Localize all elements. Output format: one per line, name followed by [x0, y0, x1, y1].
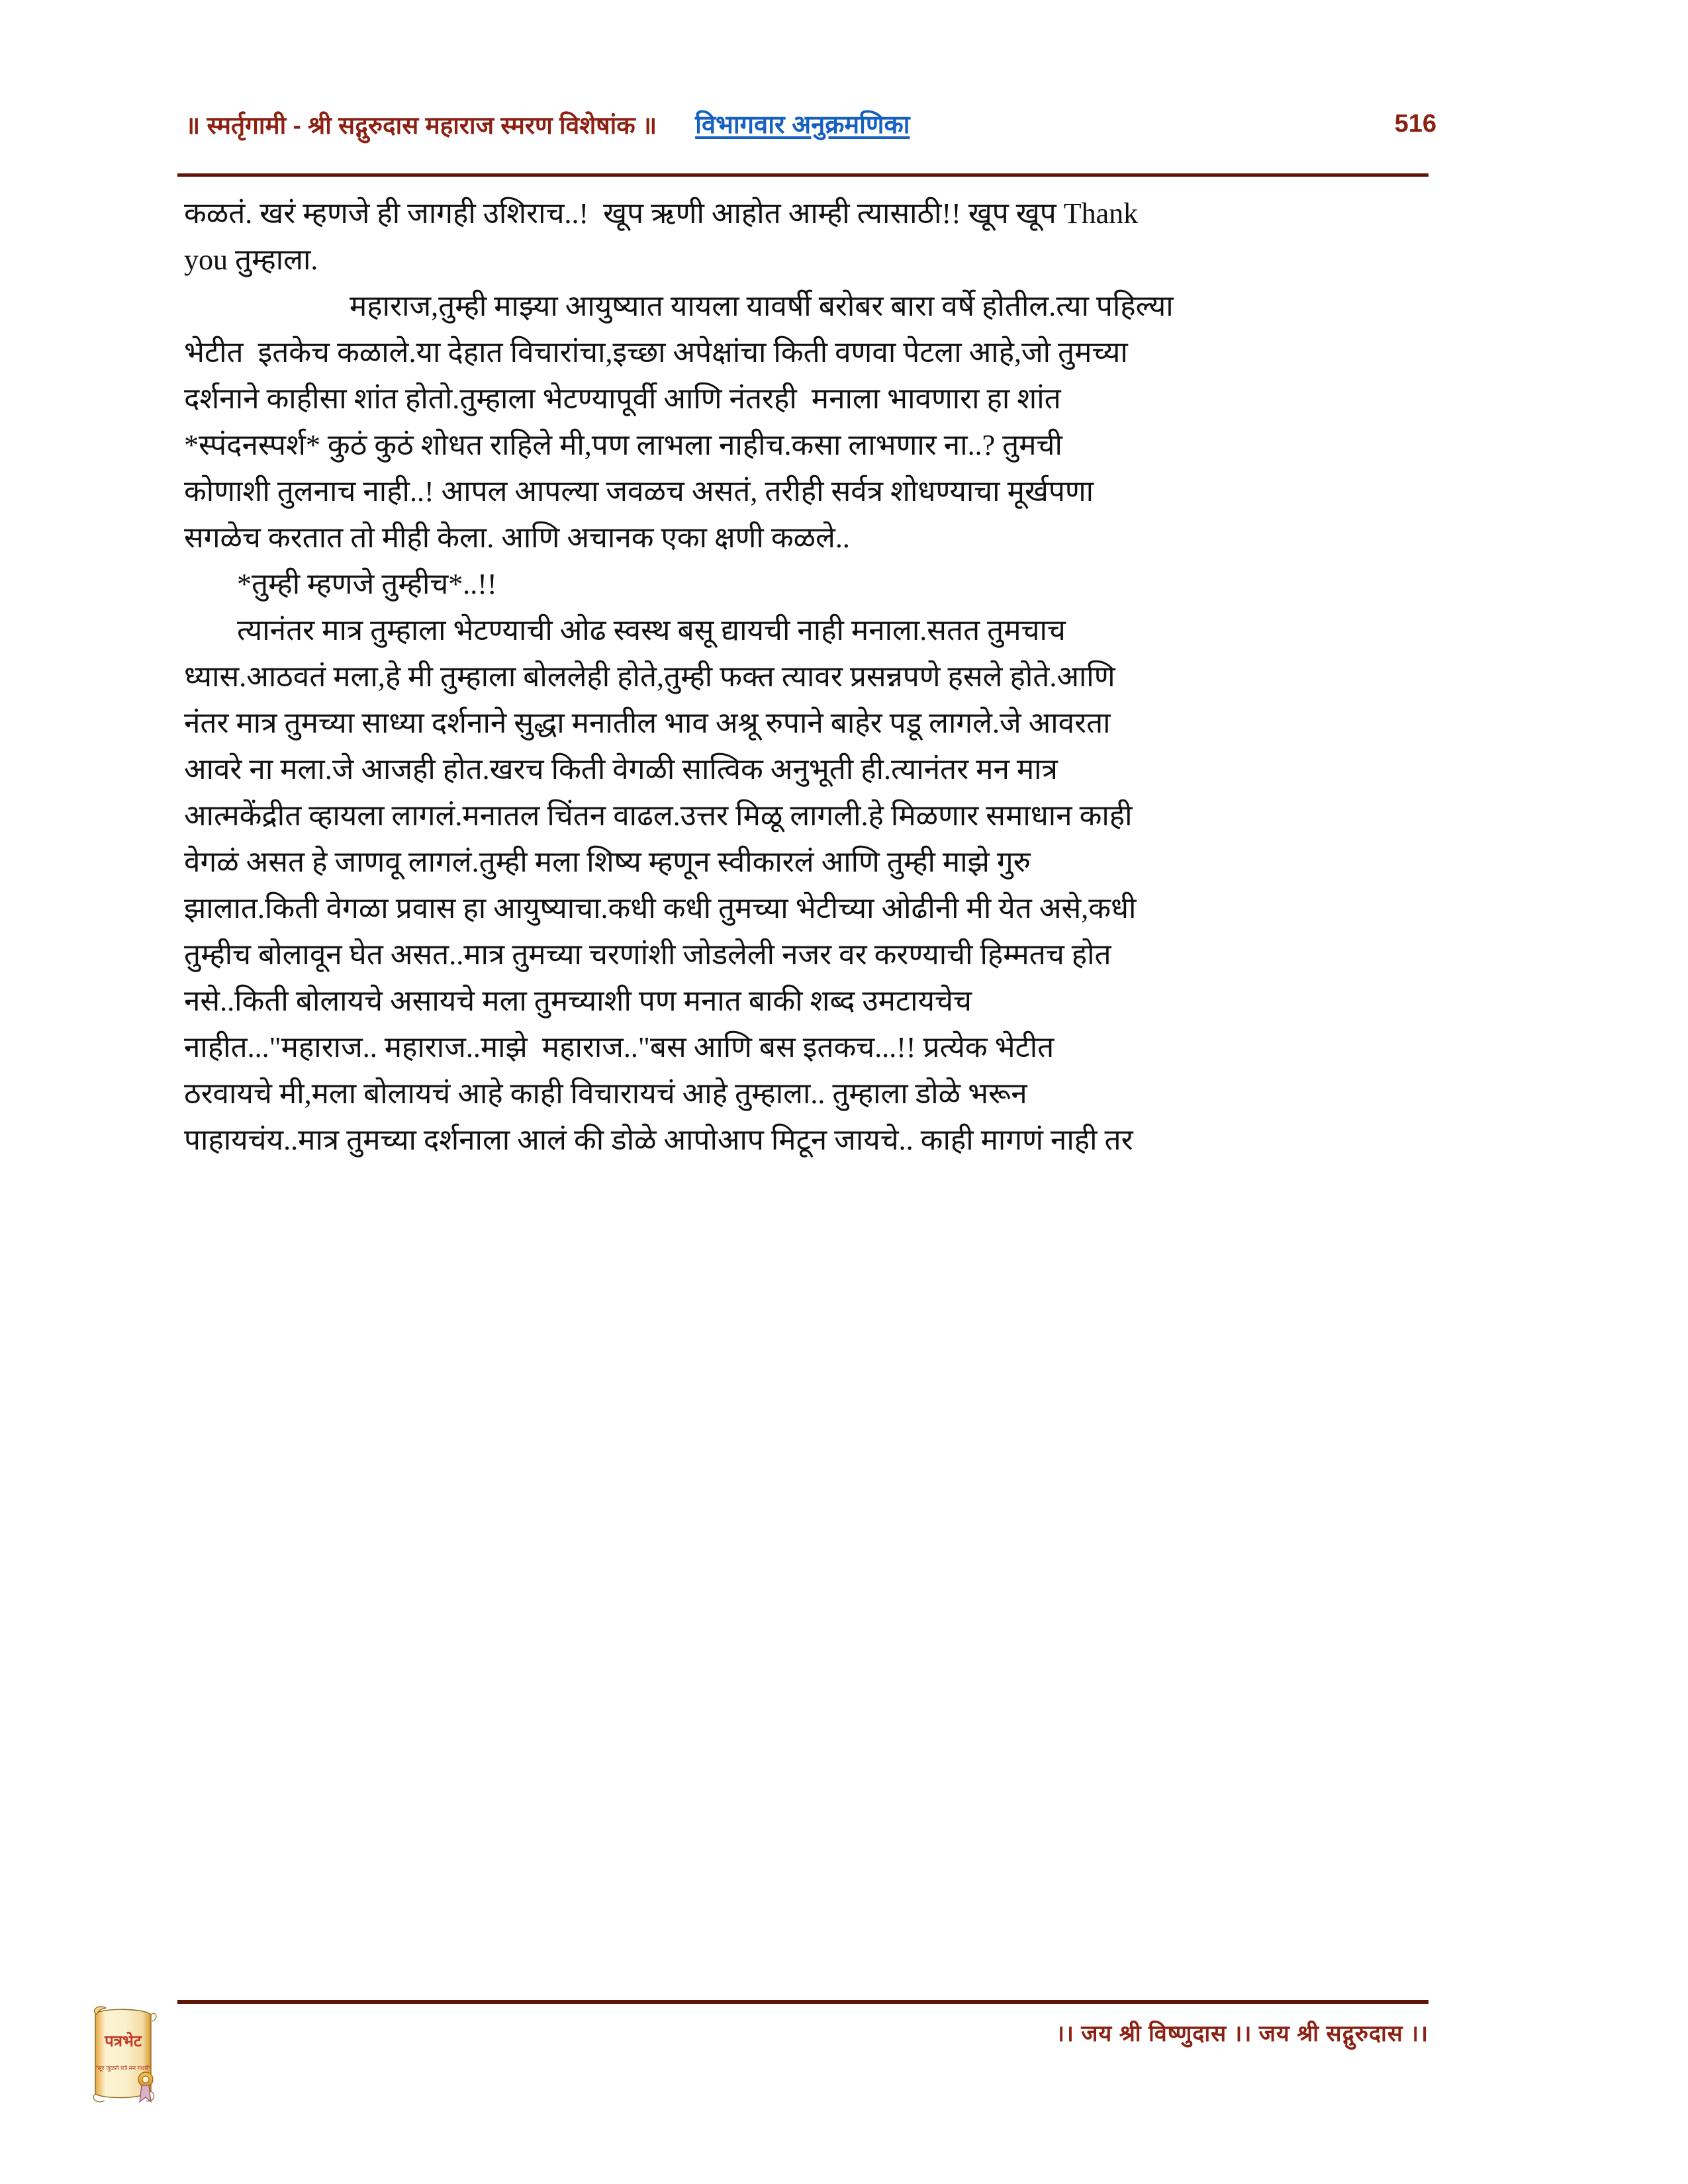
footer-divider: [177, 2000, 1429, 2004]
logo-tagline: "सूर जुळले पत्रे मन गंधारे": [95, 2065, 151, 2071]
body-line: नाहीत..."महाराज.. महाराज..माझे महाराज.."बस आणि बस इतकच...!! प्रत्येक भेटीत: [184, 1031, 1055, 1064]
body-line: दर्शनाने काहीसा शांत होतो.तुम्हाला भेटण्यापूर्वी आणि नंतरही मनाला भावणारा हा शांत: [184, 383, 1061, 415]
body-line: आवरे ना मला.जे आजही होत.खरच किती वेगळी सात्विक अनुभूती ही.त्यानंतर मन मात्र: [184, 753, 1058, 786]
body-line: आत्मकेंद्रीत व्हायला लागलं.मनातल चिंतन वाढल.उत्तर मिळू लागली.हे मिळणार समाधान काही: [184, 799, 1133, 832]
footer-blessing: ।। जय श्री विष्णुदास ।। जय श्री सद्गुरुदास ।।: [1056, 2021, 1429, 2046]
body-line: कोणाशी तुलनाच नाही..! आपल आपल्या जवळच असतं, तरीही सर्वत्र शोधण्याचा मूर्खपणा: [184, 475, 1094, 508]
body-line: ठरवायचे मी,मला बोलायचं आहे काही विचारायचं आहे तुम्हाला.. तुम्हाला डोळे भरून: [184, 1077, 1027, 1110]
body-line: *स्पंदनस्पर्श* कुठं कुठं शोधत राहिले मी,पण लाभला नाहीच.कसा लाभणार ना..? तुमची: [184, 429, 1062, 461]
body-line: you तुम्हाला.: [184, 244, 318, 276]
header-divider: [177, 173, 1429, 177]
body-line: नसे..किती बोलायचे असायचे मला तुमच्याशी पण मनात बाकी शब्द उमटायचेच: [184, 985, 972, 1017]
body-line: पाहायचंय..मात्र तुमच्या दर्शनाला आलं की डोळे आपोआप मिटून जायचे.. काही मागणं नाही तर: [184, 1124, 1133, 1156]
body-text: [184, 191, 1429, 1163]
body-line: ध्यास.आठवतं मला,हे मी तुम्हाला बोललेही होते,तुम्ही फक्त त्यावर प्रसन्नपणे हसले होते.आणि: [184, 660, 1115, 693]
index-link[interactable]: विभागवार अनुक्रमणिका: [695, 111, 910, 139]
logo-word: पत्रभेट: [105, 2032, 142, 2050]
body-line: भेटीत इतकेच कळाले.या देहात विचारांचा,इच्छा अपेक्षांचा किती वणवा पेटला आहे,जो तुमच्या: [184, 336, 1128, 369]
body-line: त्यानंतर मात्र तुम्हाला भेटण्याची ओढ स्वस्थ बसू द्यायची नाही मनाला.सतत तुमचाच: [237, 614, 1066, 647]
page-header: [185, 98, 1436, 150]
body-line: सगळेच करतात तो मीही केला. आणि अचानक एका क्षणी कळले..: [184, 522, 850, 554]
page-number: 516: [1394, 109, 1436, 138]
header-title: ॥ स्मर्तृगामी - श्री सद्गुरुदास महाराज स्मरण विशेषांक ॥: [185, 111, 657, 139]
body-line: कळतं. खरं म्हणजे ही जागही उशिराच..! खूप ऋणी आहोत आम्ही त्यासाठी!! खूप खूप Thank: [184, 197, 1139, 230]
body-line: *तुम्ही म्हणजे तुम्हीच*..!!: [237, 568, 497, 600]
patrabhet-scroll-logo: [82, 2001, 164, 2106]
body-line: तुम्हीच बोलावून घेत असत..मात्र तुमच्या चरणांशी जोडलेली नजर वर करण्याची हिम्मतच होत: [184, 938, 1111, 971]
body-line: झालात.किती वेगळा प्रवास हा आयुष्याचा.कधी कधी तुमच्या भेटीच्या ओढीनी मी येत असे,कधी: [184, 892, 1137, 925]
body-line: नंतर मात्र तुमच्या साध्या दर्शनाने सुद्धा मनातील भाव अश्रू रुपाने बाहेर पडू लागले.जे आवरता: [184, 707, 1111, 739]
body-line: महाराज,तुम्ही माझ्या आयुष्यात यायला यावर्षी बरोबर बारा वर्षे होतील.त्या पहिल्या: [350, 290, 1174, 322]
body-line: वेगळं असत हे जाणवू लागलं.तुम्ही मला शिष्य म्हणून स्वीकारलं आणि तुम्ही माझे गुरु: [184, 846, 1031, 878]
